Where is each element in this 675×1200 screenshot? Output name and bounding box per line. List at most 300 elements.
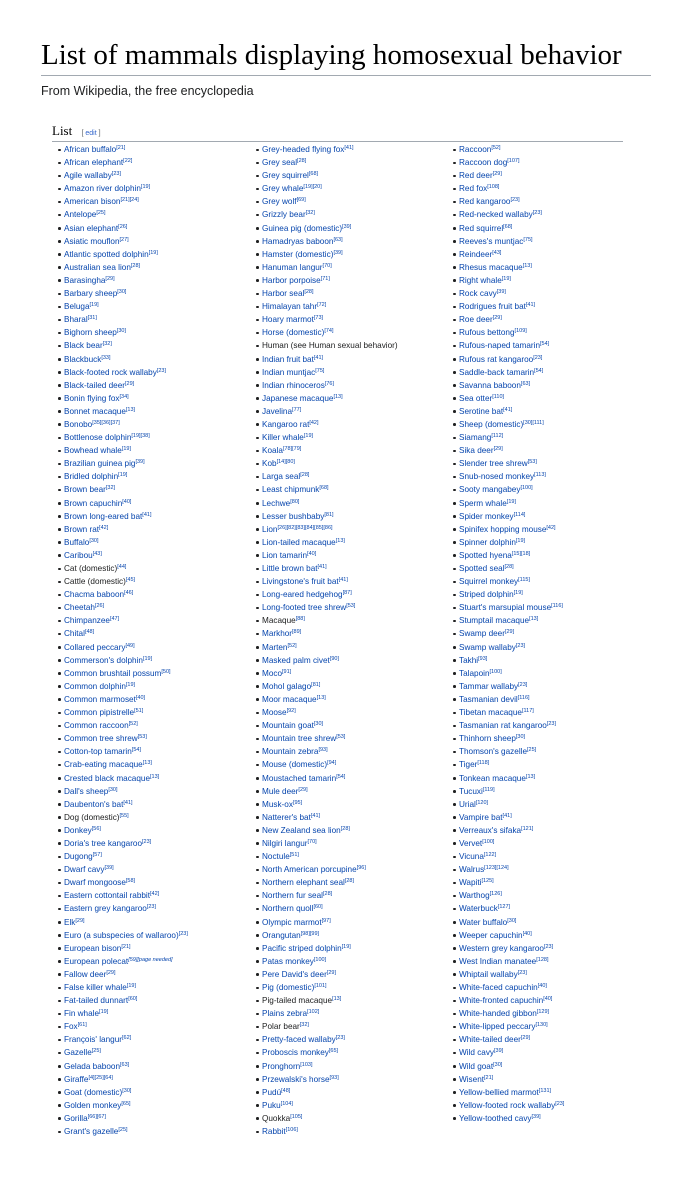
species-link[interactable]: Olympic marmot — [262, 917, 322, 927]
citation-ref[interactable]: [75] — [315, 367, 325, 374]
species-link[interactable]: Moose — [262, 708, 287, 718]
citation-ref[interactable]: [41] — [525, 302, 536, 309]
citation-ref[interactable]: [50] — [161, 668, 171, 675]
species-link[interactable]: Brown long-eared bat — [64, 511, 143, 521]
species-link[interactable]: Rufous bettong — [459, 328, 515, 338]
species-link[interactable]: Rufous-naped tamarin — [459, 341, 541, 351]
citation-ref[interactable]: [32] — [305, 210, 315, 217]
citation-ref[interactable]: [53] — [527, 459, 537, 466]
citation-ref[interactable]: [81] — [324, 511, 334, 518]
species-link[interactable]: Common brushtail possum — [64, 668, 162, 678]
citation-ref[interactable]: [28] — [297, 158, 307, 165]
species-link[interactable]: Puku — [262, 1100, 281, 1110]
citation-ref[interactable]: [29] — [504, 629, 515, 636]
species-link[interactable]: Cheetah — [64, 603, 95, 613]
citation-ref[interactable]: [125] — [481, 878, 494, 885]
citation-ref[interactable]: [54] — [540, 341, 550, 348]
species-link[interactable]: François' langur — [64, 1035, 122, 1045]
citation-ref[interactable]: [19] — [121, 446, 131, 453]
citation-ref[interactable]: [21] — [121, 943, 131, 950]
citation-ref[interactable]: [13] — [335, 537, 345, 544]
citation-ref[interactable]: [26][82][83][84][85][86] — [277, 524, 333, 531]
species-link[interactable]: Water buffalo — [459, 917, 508, 927]
citation-ref[interactable]: [69] — [296, 197, 306, 204]
species-link[interactable]: Brown rat — [64, 524, 100, 534]
species-link[interactable]: Thinhorn sheep — [459, 734, 516, 744]
citation-ref[interactable]: [29] — [492, 171, 502, 178]
species-link[interactable]: Buffalo — [64, 537, 90, 547]
species-link[interactable]: Rabbit — [262, 1127, 286, 1137]
citation-ref[interactable]: [19] — [142, 655, 153, 662]
species-link[interactable]: African elephant — [64, 158, 124, 168]
species-link[interactable]: Atlantic spotted dolphin — [64, 249, 149, 259]
citation-ref[interactable]: [113] — [534, 472, 546, 479]
species-link[interactable]: Tonkean macaque — [459, 773, 526, 783]
citation-ref[interactable]: [35][36][37] — [92, 419, 120, 426]
species-link[interactable]: Proboscis monkey — [262, 1048, 329, 1058]
species-link[interactable]: Lion — [262, 524, 278, 534]
citation-ref[interactable]: [30] — [116, 328, 126, 335]
citation-ref[interactable]: [107] — [507, 158, 520, 165]
species-link[interactable]: Golden monkey — [64, 1100, 122, 1110]
citation-ref[interactable]: [47] — [109, 616, 120, 623]
species-link[interactable]: Saddle-back tamarin — [459, 367, 535, 377]
citation-ref[interactable]: [71] — [320, 275, 330, 282]
citation-ref[interactable]: [40] — [122, 498, 132, 505]
species-link[interactable]: Walrus — [459, 865, 485, 875]
citation-ref[interactable]: [13] — [142, 760, 152, 767]
species-link[interactable]: Common tree shrew — [64, 734, 138, 744]
citation-ref[interactable]: [88] — [295, 616, 305, 623]
species-link[interactable]: Brown bear — [64, 485, 106, 495]
citation-ref[interactable]: [40] — [307, 550, 317, 557]
species-link[interactable]: Daubenton's bat — [64, 799, 124, 809]
citation-ref[interactable]: [39] — [333, 249, 343, 256]
citation-ref[interactable]: [53] — [137, 734, 147, 741]
citation-ref[interactable]: [41] — [313, 354, 324, 361]
citation-ref[interactable]: [94] — [327, 760, 337, 767]
species-link[interactable]: Livingstone's fruit bat — [262, 577, 339, 587]
citation-ref[interactable]: [19] — [140, 184, 151, 191]
species-link[interactable]: West Indian manatee — [459, 956, 537, 966]
citation-ref[interactable]: [118] — [477, 760, 490, 767]
citation-ref[interactable]: [115] — [518, 577, 530, 584]
species-link[interactable]: Northern elephant seal — [262, 878, 345, 888]
species-link[interactable]: African buffalo — [64, 145, 117, 154]
citation-ref[interactable]: [28] — [504, 564, 514, 570]
species-link[interactable]: Crab-eating macaque — [64, 760, 143, 770]
species-link[interactable]: Common pipistrelle — [64, 708, 135, 718]
citation-ref[interactable]: [70] — [307, 838, 317, 845]
species-link[interactable]: Mountain zebra — [262, 747, 319, 757]
species-link[interactable]: Tasmanian devil — [459, 694, 518, 704]
citation-ref[interactable]: [13] — [522, 262, 532, 269]
citation-ref[interactable]: [21] — [116, 145, 126, 151]
citation-ref[interactable]: [63] — [333, 236, 343, 243]
citation-ref[interactable]: [23] — [146, 904, 157, 911]
species-link[interactable]: Black bear — [64, 341, 103, 351]
species-link[interactable]: Indian fruit bat — [262, 354, 314, 364]
species-link[interactable]: Hamadryas baboon — [262, 236, 334, 246]
species-link[interactable]: Tiger — [459, 760, 478, 770]
species-link[interactable]: Fin whale — [64, 1009, 100, 1019]
citation-ref[interactable]: [105] — [290, 1113, 303, 1120]
citation-ref[interactable]: [42] — [309, 419, 319, 426]
citation-ref[interactable]: [52] — [287, 642, 297, 649]
species-link[interactable]: Yellow-footed rock wallaby — [459, 1100, 556, 1110]
species-link[interactable]: Killer whale — [262, 433, 304, 443]
species-link[interactable]: Koala — [262, 446, 283, 456]
citation-ref[interactable]: [41] — [503, 406, 513, 413]
citation-ref[interactable]: [26] — [118, 223, 128, 230]
species-link[interactable]: Least chipmunk — [262, 485, 320, 495]
species-link[interactable]: Sperm whale — [459, 498, 507, 508]
species-link[interactable]: Bonobo — [64, 419, 93, 429]
citation-ref[interactable]: [28] — [340, 825, 350, 832]
citation-ref[interactable]: [13] — [525, 773, 536, 780]
species-link[interactable]: Amazon river dolphin — [64, 184, 141, 194]
citation-ref[interactable]: [130] — [535, 1022, 548, 1029]
citation-ref[interactable]: [31] — [87, 315, 97, 322]
species-link[interactable]: Grey seal — [262, 158, 298, 168]
citation-ref[interactable]: [28] — [130, 262, 141, 269]
citation-ref[interactable]: [43] — [492, 249, 502, 256]
species-link[interactable]: Brazilian guinea pig — [64, 459, 136, 469]
citation-ref[interactable]: [100] — [313, 956, 327, 963]
species-link[interactable]: Lechwe — [262, 498, 291, 508]
species-link[interactable]: Stumptail macaque — [459, 616, 530, 626]
citation-ref[interactable]: [19][20] — [303, 184, 322, 191]
species-link[interactable]: Commerson's dolphin — [64, 655, 143, 665]
citation-ref[interactable]: [75] — [523, 236, 533, 243]
citation-ref[interactable]: [19] — [513, 590, 523, 597]
species-link[interactable]: Przewalski's horse — [262, 1074, 330, 1084]
citation-ref[interactable]: [28] — [322, 891, 333, 898]
species-link[interactable]: Indian rhinoceros — [262, 380, 325, 390]
citation-ref[interactable]: [30][111] — [523, 419, 544, 426]
citation-ref[interactable]: [108] — [487, 184, 500, 191]
species-link[interactable]: Red deer — [459, 171, 493, 181]
species-link[interactable]: Gelada baboon — [64, 1061, 120, 1071]
citation-ref[interactable]: [21][24] — [120, 197, 139, 204]
species-link[interactable]: Kangaroo rat — [262, 419, 310, 429]
species-link[interactable]: Hamster (domestic) — [262, 249, 334, 259]
citation-ref[interactable]: [106] — [285, 1127, 298, 1134]
species-link[interactable]: Pig (domestic) — [262, 983, 315, 992]
species-link[interactable]: Pig-tailed macaque — [262, 996, 333, 1006]
species-link[interactable]: Raccoon dog — [459, 158, 508, 168]
species-link[interactable]: Blackbuck — [64, 354, 102, 364]
citation-ref[interactable]: [22] — [123, 158, 133, 165]
species-link[interactable]: Caribou — [64, 550, 93, 560]
citation-ref[interactable]: [58] — [125, 878, 136, 885]
species-link[interactable]: Doria's tree kangaroo — [64, 838, 143, 848]
citation-ref[interactable]: [53] — [346, 603, 356, 610]
citation-ref[interactable]: [29] — [492, 315, 502, 322]
species-link[interactable]: Beluga — [64, 302, 90, 312]
citation-ref[interactable]: [23] — [517, 969, 527, 976]
citation-ref[interactable]: [23] — [510, 197, 520, 204]
species-link[interactable]: Wild cavy — [459, 1048, 495, 1058]
species-link[interactable]: Takhi — [459, 655, 479, 665]
citation-ref[interactable]: [23] — [543, 943, 554, 950]
citation-ref[interactable]: [117] — [521, 708, 534, 715]
species-link[interactable]: Dwarf mongoose — [64, 878, 126, 888]
species-link[interactable]: Polar bear — [262, 1022, 300, 1032]
citation-ref[interactable]: [68] — [503, 223, 513, 230]
species-link[interactable]: Dall's sheep — [64, 786, 109, 796]
species-link[interactable]: Cotton-top tamarin — [64, 747, 132, 757]
species-link[interactable]: Javelina — [262, 406, 293, 416]
species-link[interactable]: Tucuxi — [459, 786, 483, 796]
citation-ref[interactable]: [54] — [336, 773, 346, 780]
citation-ref[interactable]: [46] — [124, 590, 134, 597]
species-link[interactable]: Collared peccary — [64, 642, 126, 652]
species-link[interactable]: European polecat — [64, 956, 129, 966]
species-link[interactable]: Sika deer — [459, 446, 494, 456]
citation-ref[interactable]: [72] — [317, 302, 327, 309]
citation-ref[interactable]: [62] — [122, 1035, 132, 1042]
species-link[interactable]: Grey wolf — [262, 197, 297, 207]
citation-ref[interactable]: [61] — [77, 1022, 87, 1029]
citation-ref[interactable]: [119] — [482, 786, 495, 793]
citation-ref[interactable]: [121] — [521, 825, 534, 832]
citation-ref[interactable]: [13] — [150, 773, 160, 780]
citation-ref[interactable]: [42] — [150, 891, 160, 898]
citation-ref[interactable]: [28] — [344, 878, 355, 885]
species-link[interactable]: Elk — [64, 917, 76, 927]
species-link[interactable]: Donkey — [64, 825, 92, 835]
citation-ref[interactable]: [19] — [126, 983, 136, 989]
citation-ref[interactable]: [30] — [313, 721, 324, 728]
citation-ref[interactable]: [74] — [324, 328, 334, 335]
species-link[interactable]: Masked palm civet — [262, 655, 330, 665]
citation-ref[interactable]: [32] — [102, 341, 112, 348]
citation-ref[interactable]: [28] — [304, 289, 314, 296]
species-link[interactable]: Siamang — [459, 433, 492, 443]
citation-ref[interactable]: [39] — [135, 459, 145, 466]
citation-ref[interactable]: [32] — [299, 1022, 309, 1029]
species-link[interactable]: Raccoon — [459, 145, 492, 154]
citation-ref[interactable]: [23] — [532, 210, 542, 217]
species-link[interactable]: Brown capuchin — [64, 498, 123, 508]
citation-ref[interactable]: [131] — [538, 1087, 552, 1094]
citation-ref[interactable]: [19] — [118, 472, 128, 479]
citation-ref[interactable]: [128] — [536, 956, 549, 963]
citation-ref[interactable]: [30] — [515, 734, 526, 741]
species-link[interactable]: Grant's gazelle — [64, 1127, 119, 1137]
citation-ref[interactable]: [13] — [316, 694, 326, 701]
species-link[interactable]: Sheep (domestic) — [459, 419, 524, 429]
species-link[interactable]: Dugong — [64, 852, 93, 862]
citation-ref[interactable]: [39] — [104, 865, 114, 872]
species-link[interactable]: New Zealand sea lion — [262, 825, 341, 835]
species-link[interactable]: Moor macaque — [262, 694, 317, 704]
citation-ref[interactable]: [100] — [482, 838, 495, 845]
citation-ref[interactable]: [30] — [108, 786, 118, 793]
species-link[interactable]: White-lipped peccary — [459, 1022, 536, 1032]
citation-ref[interactable]: [51] — [134, 708, 144, 715]
citation-ref[interactable]: [30] — [507, 917, 517, 924]
citation-ref[interactable]: [116] — [551, 603, 563, 610]
species-link[interactable]: Pere David's deer — [262, 969, 327, 979]
species-link[interactable]: Mountain goat — [262, 721, 314, 731]
citation-ref[interactable]: [40] — [537, 983, 547, 989]
citation-ref[interactable]: [23] — [533, 354, 543, 361]
species-link[interactable]: Pacific striped dolphin — [262, 943, 342, 953]
species-link[interactable]: Tibetan macaque — [459, 708, 522, 718]
species-link[interactable]: Harbor seal — [262, 289, 305, 299]
species-link[interactable]: Wisent — [459, 1074, 485, 1084]
citation-ref[interactable]: [95] — [292, 799, 303, 806]
species-link[interactable]: Mule deer — [262, 786, 299, 796]
citation-ref[interactable]: [19] — [148, 249, 158, 256]
citation-ref[interactable]: [114] — [513, 511, 526, 518]
citation-ref[interactable]: [41] — [338, 577, 348, 584]
citation-ref[interactable]: [29] — [520, 1035, 531, 1042]
citation-ref[interactable]: [112] — [491, 433, 504, 440]
citation-ref[interactable]: [127] — [497, 904, 511, 911]
species-link[interactable]: Rufous rat kangaroo — [459, 354, 534, 364]
citation-ref[interactable]: [73] — [313, 315, 324, 322]
citation-ref[interactable]: [23] — [111, 171, 121, 178]
citation-ref[interactable]: [23] — [156, 367, 167, 374]
citation-ref[interactable]: [57] — [92, 852, 102, 859]
species-link[interactable]: Chital — [64, 629, 85, 639]
species-link[interactable]: Giraffe — [64, 1074, 89, 1084]
citation-ref[interactable]: [93] — [318, 747, 328, 754]
citation-ref[interactable]: [116] — [517, 694, 530, 701]
species-link[interactable]: Bharal — [64, 315, 88, 325]
species-link[interactable]: Rock cavy — [459, 289, 497, 299]
citation-ref[interactable]: [103] — [300, 1061, 313, 1068]
species-link[interactable]: Vampire bat — [459, 812, 503, 822]
citation-ref[interactable]: [14][80] — [276, 459, 295, 466]
species-link[interactable]: Sooty mangabey — [459, 485, 521, 495]
species-link[interactable]: Human (see Human sexual behavior) — [262, 341, 398, 351]
species-link[interactable]: Markhor — [262, 629, 293, 639]
species-link[interactable]: Black-footed rock wallaby — [64, 367, 157, 377]
species-link[interactable]: Cattle (domestic) — [64, 577, 126, 587]
species-link[interactable]: Euro (a subspecies of wallaroo) — [64, 930, 179, 940]
citation-ref[interactable]: [30] — [117, 289, 127, 296]
species-link[interactable]: Tasmanian rat kangaroo — [459, 721, 547, 731]
species-link[interactable]: Japanese macaque — [262, 393, 334, 403]
citation-ref[interactable]: [98][99] — [300, 930, 320, 937]
citation-ref[interactable]: [23] — [335, 1035, 345, 1042]
citation-ref[interactable]: [13] — [125, 406, 136, 413]
citation-ref[interactable]: [19][38] — [131, 433, 150, 440]
species-link[interactable]: Gazelle — [64, 1048, 92, 1058]
citation-ref[interactable]: [66][67] — [87, 1113, 107, 1120]
species-link[interactable]: Reeves's muntjac — [459, 236, 524, 246]
citation-ref[interactable]: [49] — [125, 642, 135, 649]
citation-ref[interactable]: [29] — [124, 380, 135, 387]
citation-ref[interactable]: [93] — [478, 655, 488, 662]
citation-ref[interactable]: [19] — [501, 275, 511, 282]
citation-ref[interactable]: [29] — [105, 275, 115, 282]
species-link[interactable]: Plains zebra — [262, 1009, 308, 1019]
species-link[interactable]: Right whale — [459, 275, 502, 285]
species-link[interactable]: Grey whale — [262, 184, 304, 194]
species-link[interactable]: Red-necked wallaby — [459, 210, 533, 220]
species-link[interactable]: Bowhead whale — [64, 446, 122, 456]
citation-ref[interactable]: [96] — [356, 865, 366, 872]
citation-ref[interactable]: [80] — [290, 498, 300, 505]
citation-ref[interactable]: [30] — [89, 537, 99, 544]
species-link[interactable]: White-fronted capuchin — [459, 996, 544, 1006]
species-link[interactable]: Mohol galago — [262, 681, 312, 691]
species-link[interactable]: Asiatic mouflon — [64, 236, 120, 246]
citation-ref[interactable]: [81] — [311, 681, 321, 688]
species-link[interactable]: American bison — [64, 197, 121, 207]
species-link[interactable]: Savanna baboon — [459, 380, 521, 390]
species-link[interactable]: Gorilla — [64, 1113, 88, 1123]
citation-ref[interactable]: [21] — [484, 1074, 494, 1081]
species-link[interactable]: Spotted seal — [459, 564, 505, 573]
species-link[interactable]: Chimpanzee — [64, 616, 110, 626]
species-link[interactable]: Warthog — [459, 891, 490, 901]
species-link[interactable]: Northern fur seal — [262, 891, 323, 901]
citation-ref[interactable]: [27] — [119, 236, 129, 243]
species-link[interactable]: Goat (domestic) — [64, 1087, 123, 1097]
species-link[interactable]: Spinner dolphin — [459, 537, 516, 547]
species-link[interactable]: Grey-headed flying fox — [262, 145, 345, 154]
species-link[interactable]: Bridled dolphin — [64, 472, 119, 482]
species-link[interactable]: Long-footed tree shrew — [262, 603, 347, 613]
citation-ref[interactable]: [89] — [292, 629, 302, 636]
citation-ref[interactable]: [65] — [328, 1048, 339, 1055]
citation-ref[interactable]: [13] — [529, 616, 539, 623]
species-link[interactable]: Wild goat — [459, 1061, 494, 1071]
citation-ref[interactable]: [25] — [91, 1048, 101, 1055]
citation-ref[interactable]: [93] — [329, 1074, 339, 1081]
citation-ref[interactable]: [41] — [344, 145, 354, 151]
citation-ref[interactable]: [63] — [120, 1061, 130, 1068]
species-link[interactable]: False killer whale — [64, 983, 127, 992]
species-link[interactable]: Squirrel monkey — [459, 577, 519, 587]
species-link[interactable]: Western grey kangaroo — [459, 943, 544, 953]
citation-ref[interactable]: [70] — [322, 262, 332, 269]
citation-ref[interactable]: [41] — [142, 511, 152, 518]
species-link[interactable]: Rhesus macaque — [459, 262, 523, 272]
species-link[interactable]: Pronghorn — [262, 1061, 301, 1071]
citation-ref[interactable]: [19] — [515, 537, 526, 544]
species-link[interactable]: Serotine bat — [459, 406, 504, 416]
species-link[interactable]: Barbary sheep — [64, 289, 118, 299]
citation-ref[interactable]: [91] — [282, 668, 292, 675]
citation-ref[interactable]: [25] — [96, 210, 106, 217]
species-link[interactable]: White-faced capuchin — [459, 983, 538, 992]
citation-ref[interactable]: [30] — [493, 1061, 503, 1068]
citation-ref[interactable]: [30] — [122, 1087, 132, 1094]
species-link[interactable]: Yellow-bellied marmot — [459, 1087, 539, 1097]
citation-ref[interactable]: [52] — [491, 145, 501, 151]
species-link[interactable]: Marten — [262, 642, 288, 652]
species-link[interactable]: Indian muntjac — [262, 367, 316, 377]
species-link[interactable]: Australian sea lion — [64, 262, 131, 272]
citation-ref[interactable]: [100] — [489, 668, 502, 675]
species-link[interactable]: Nilgiri langur — [262, 838, 308, 848]
species-link[interactable]: Macaque — [262, 616, 296, 626]
species-link[interactable]: Rodrigues fruit bat — [459, 302, 526, 312]
species-link[interactable]: Common marmoset — [64, 694, 136, 704]
citation-ref[interactable]: [42] — [546, 524, 556, 531]
citation-ref[interactable]: [29] — [493, 446, 503, 453]
citation-ref[interactable]: [39] — [496, 289, 506, 296]
species-link[interactable]: Swamp deer — [459, 629, 505, 639]
species-link[interactable]: Vervet — [459, 838, 483, 848]
